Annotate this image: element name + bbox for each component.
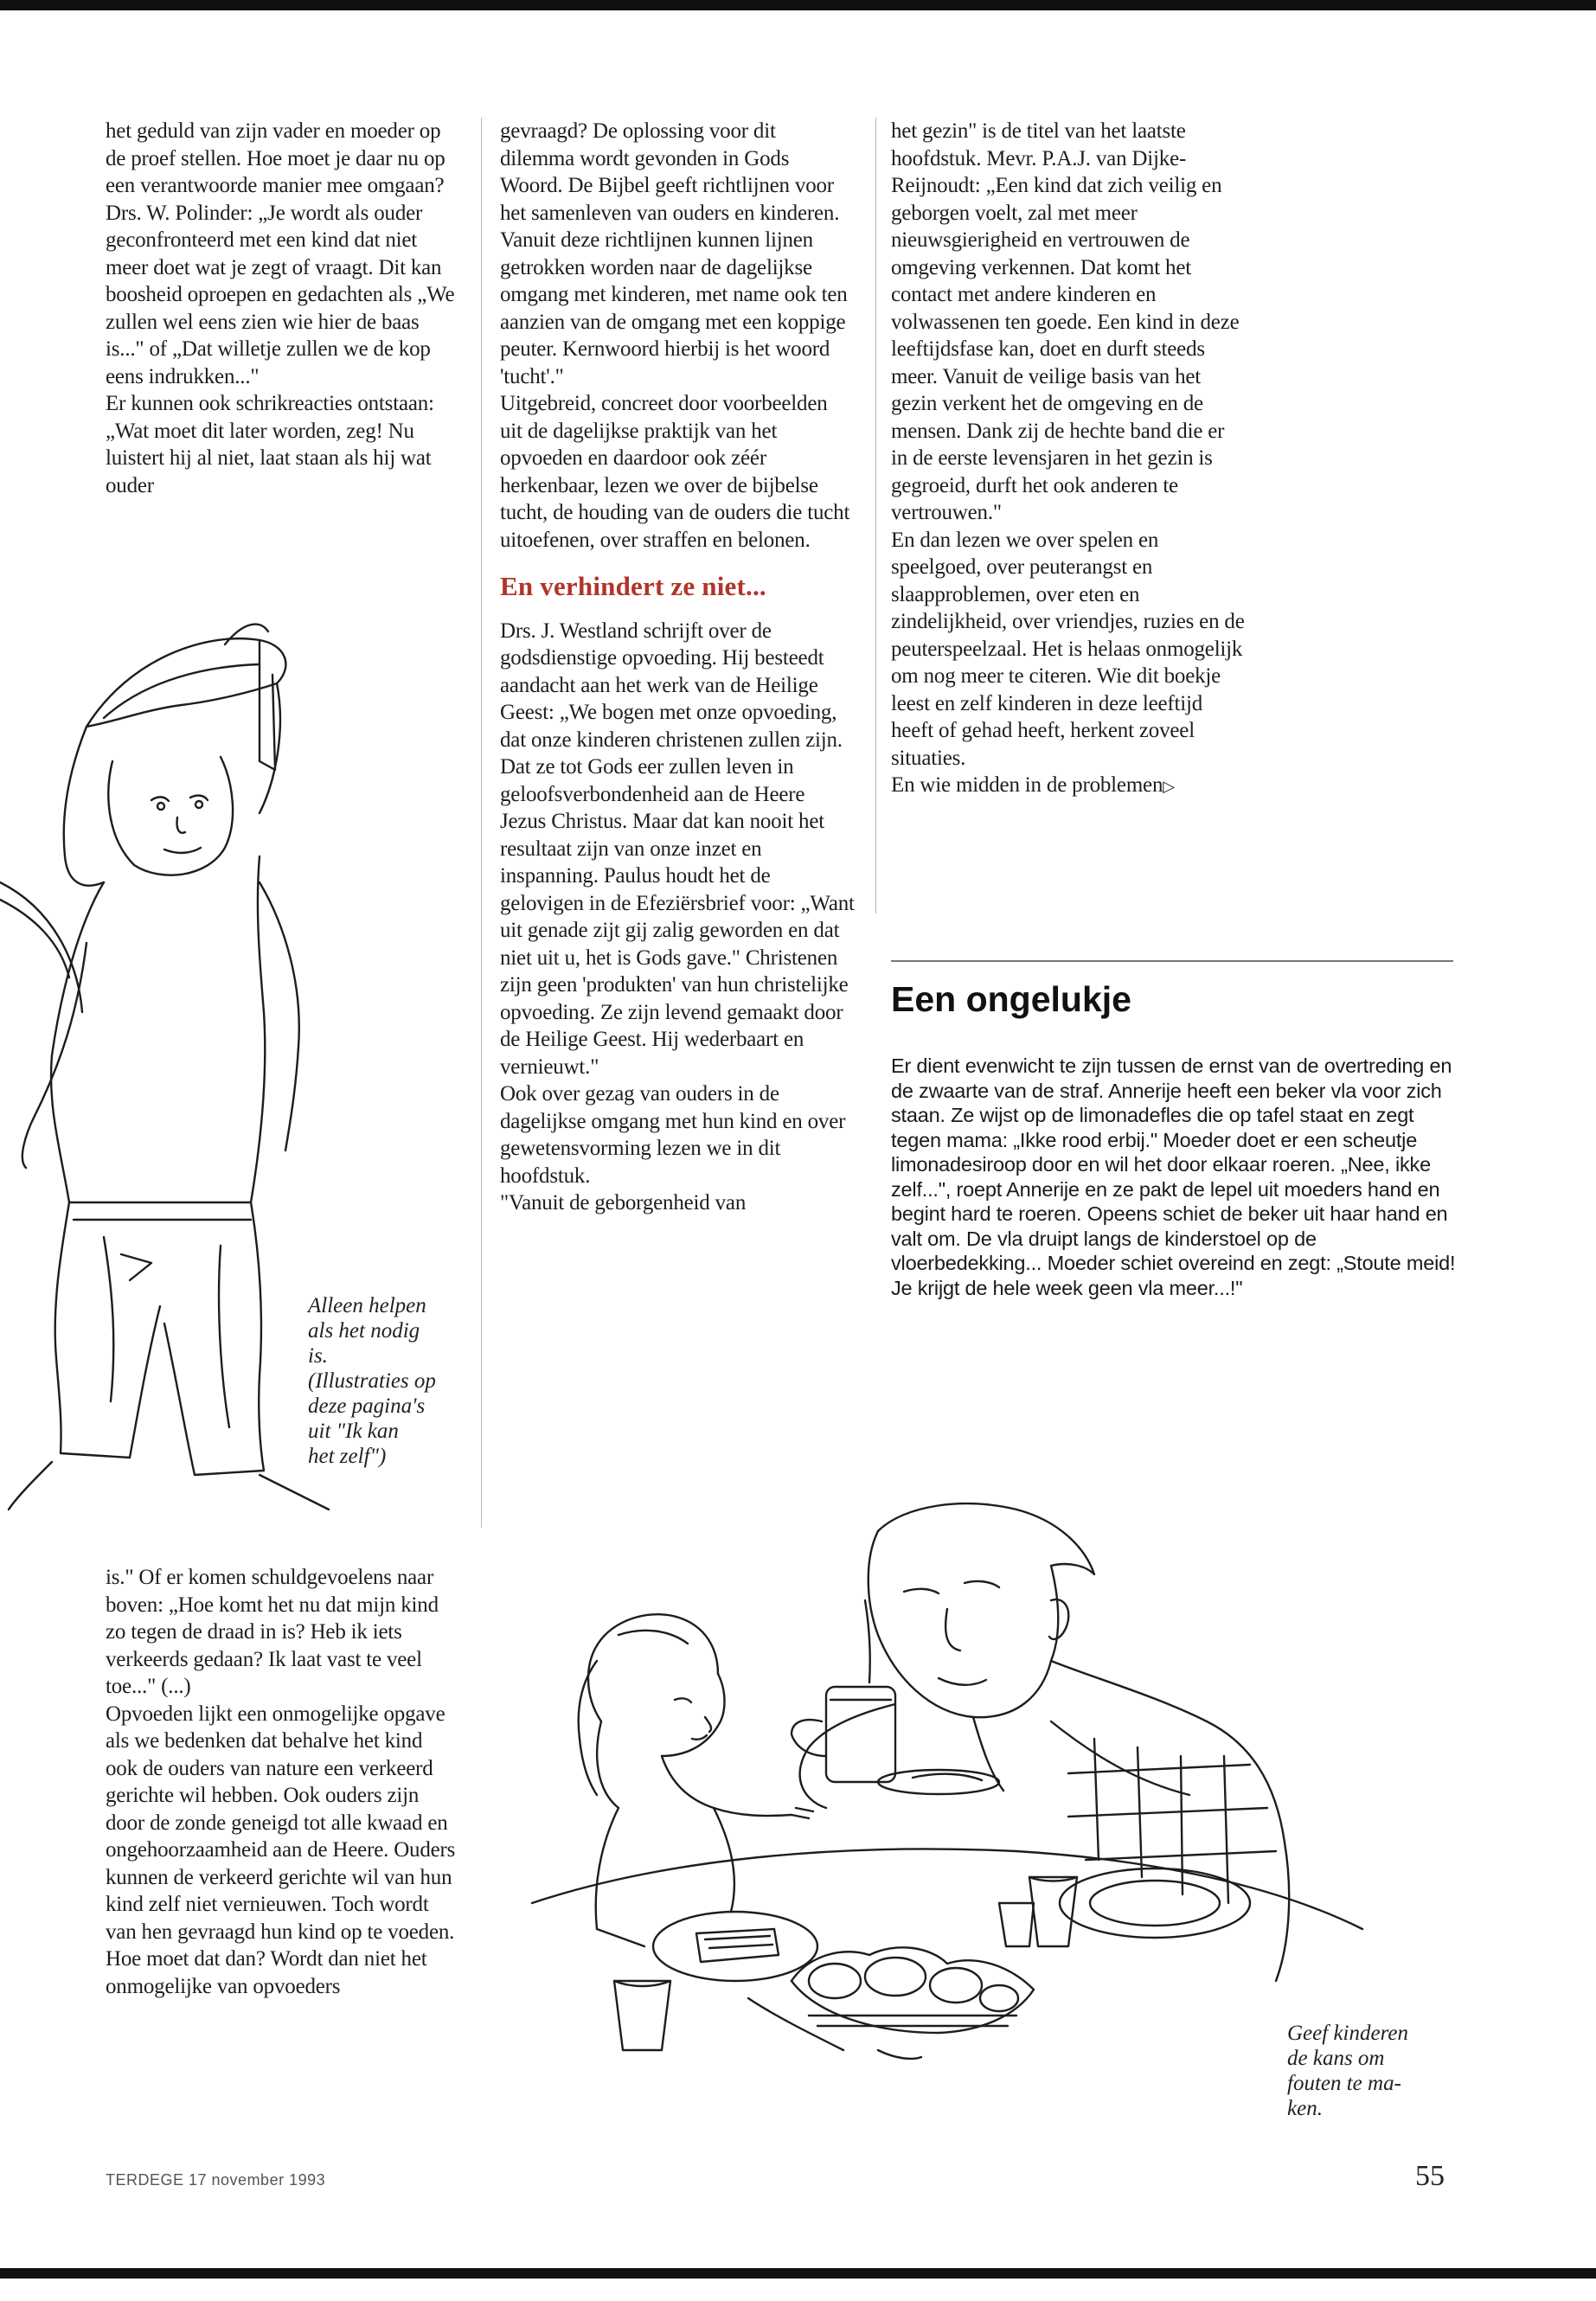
box-title: Een ongelukje (891, 979, 1131, 1019)
top-border (0, 0, 1596, 10)
box-top-rule (891, 960, 1453, 962)
column-rule-2 (875, 118, 876, 913)
caption-right-line2: de kans om (1287, 2047, 1385, 2070)
col2-para1: gevraagd? De oplossing voor dit dilemma wordt gevonden in Gods Woord. De Bijbel geeft richtlijnen voor het samenleven van ouders en kinderen. Vanuit deze richtlijnen kunnen lijnen getrokken worden naar de dagelijkse omgang met kinderen, met name ook ten aanzien van de omgang met een koppige peuter. Kernwoord hierbij is het woord 'tucht'." (500, 119, 848, 388)
col3-para3-text: En wie midden in de problemen (891, 773, 1163, 797)
caption-left-line3: is. (308, 1344, 328, 1368)
box-text: Er dient evenwicht te zijn tussen de ernst van de overtreding en de zwaarte van de straf. Annerije heeft een beker vla voor zich staan. Ze wijst op de limonadefles die op tafel staat en zegt tegen mama: „Ikke rood erbij." Moeder doet er een scheutje limonadesiroop door en wil het door elkaar roeren. „Nee, ikke zelf...", roept Annerije en ze pakt de lepel uit moeders hand en begint hard te roeren. Opeens schiet de beker uit haar hand en valt om. De vla druipt langs de kinderstoel op de vloerbedekking... Moeder schiet overeind en zegt: „Stoute meid! Je krijgt de hele week geen vla meer...!" (891, 1054, 1456, 1299)
caption-right-line1: Geef kinderen (1287, 2022, 1408, 2045)
caption-left-line5: deze pagina's (308, 1394, 426, 1418)
page-number: 55 (1415, 2160, 1445, 2192)
col3-para2: En dan lezen we over spelen en speelgoed, over peuterangst en slaapproblemen, over eten en zindelijkheid, over vriendjes, ruzies en de peuterspeelzaal. Het is helaas onmogelijk om nog meer te citeren. Wie dit boekje leest en zelf kinderen in deze leeftijd heeft of gehad heeft, herkent zoveel situaties. (891, 528, 1245, 770)
col1-para2: Er kunnen ook schrikreacties ontstaan: „Wat moet dit later worden, zeg! Nu luistert hij al niet, laat staan als hij wat ouder (106, 392, 434, 497)
caption-left-line4: (Illustraties op (308, 1369, 436, 1393)
section-heading: En verhindert ze niet... (500, 571, 766, 601)
caption-illustration-right (1287, 2021, 1443, 2121)
column-1-bottom (106, 1564, 456, 2000)
column-3 (891, 118, 1246, 801)
col3-para3 (891, 772, 1246, 801)
col2-para3: Drs. J. Westland schrijft over de godsdienstige opvoeding. Hij besteedt aandacht aan het werk van de Heilige Geest: „We bogen met onze opvoeding, dat onze kinderen christenen zullen zijn. Dat ze tot Gods eer zullen leven in geloofsverbondenheid aan de Heere Jezus Christus. Maar dat kan nooit het resultaat zijn van onze inzet en inspanning. Paulus houdt het de gelovigen in de Efeziërsbrief voor: „Want uit genade zijt gij zalig geworden en dat niet uit u, het is Gods gave." Christenen zijn geen 'produkten' van hun christelijke opvoeding. Ze zijn levend gemaakt door de Heilige Geest. Hij wederbaart en vernieuwt." (500, 619, 855, 1079)
col1-para3: is." Of er komen schuldgevoelens naar boven: „Hoe komt het nu dat mijn kind zo tegen de draad in is? Heb ik iets verkeerds gedaan? Ik laat vast te veel toe..." (...) (106, 1566, 439, 1698)
bottom-border (0, 2268, 1596, 2279)
caption-right-line3: fouten te ma- (1287, 2072, 1401, 2095)
column-1-top (106, 118, 456, 499)
col1-para4: Opvoeden lijkt een onmogelijke opgave als we bedenken dat behalve het kind ook de ouders van nature een verkeerd gerichte wil hebben. Ook ouders zijn door de zonde geneigd tot alle kwaad en ongehoorzaamheid aan de Heere. Ouders kunnen de verkeerd gerichte wil van hun kind zelf niet vernieuwen. Toch wordt van hen gevraagd hun kind op te voeden. Hoe moet dat dan? Wordt dan niet het onmogelijke van opvoeders (106, 1702, 456, 1998)
caption-left-line2: als het nodig (308, 1319, 420, 1343)
col2-para4: Ook over gezag van ouders in de dagelijkse omgang met hun kind en over gewetensvorming lezen we in dit hoofdstuk. (500, 1082, 846, 1188)
caption-illustration-left (308, 1293, 446, 1469)
column-2 (500, 118, 855, 1217)
continue-arrow-icon: ▷ (1163, 778, 1175, 795)
col2-para2: Uitgebreid, concreet door voorbeelden uit de dagelijkse praktijk van het opvoeden en daardoor ook zéér herkenbaar, lezen we over de bijbelse tucht, de houding van de ouders die tucht uitoefenen, over straffen en belonen. (500, 392, 850, 552)
caption-right-line4: ken. (1287, 2097, 1323, 2120)
column-rule-1 (481, 118, 482, 1528)
col2-para5: "Vanuit de geborgenheid van (500, 1191, 747, 1215)
caption-left-line1: Alleen helpen (308, 1294, 426, 1317)
col3-para1: het gezin" is de titel van het laatste hoofdstuk. Mevr. P.A.J. van Dijke-Reijnoudt: „Een kind dat zich veilig en geborgen voelt, zal met meer nieuwsgierigheid en vertrouwen de omgeving verkennen. Dat komt het contact met andere kinderen en volwassenen ten goede. Een kind in deze leeftijdsfase kan, doet en durft steeds meer. Vanuit de veilige basis van het gezin verkent het de omgeving en de mensen. Dank zij de hechte band die er in de eerste levensjaren in het gezin is gegroeid, durft het ook anderen te vertrouwen." (891, 119, 1240, 524)
caption-left-line7: het zelf") (308, 1445, 387, 1468)
caption-left-line6: uit "Ik kan (308, 1420, 399, 1443)
father-daughter-table-illustration (532, 1497, 1397, 2154)
col1-para1: het geduld van zijn vader en moeder op de proef stellen. Hoe moet je daar nu op een verantwoorde manier mee omgaan? Drs. W. Polinder: „Je wordt als ouder geconfronteerd met een kind dat niet meer doet wat je zegt of vraagt. Dit kan boosheid oproepen en gedachten als „We zullen wel eens zien wie hier de baas is..." of „Dat willetje zullen we de kop eens indrukken..." (106, 119, 455, 388)
footer-publication: TERDEGE 17 november 1993 (106, 2171, 326, 2189)
